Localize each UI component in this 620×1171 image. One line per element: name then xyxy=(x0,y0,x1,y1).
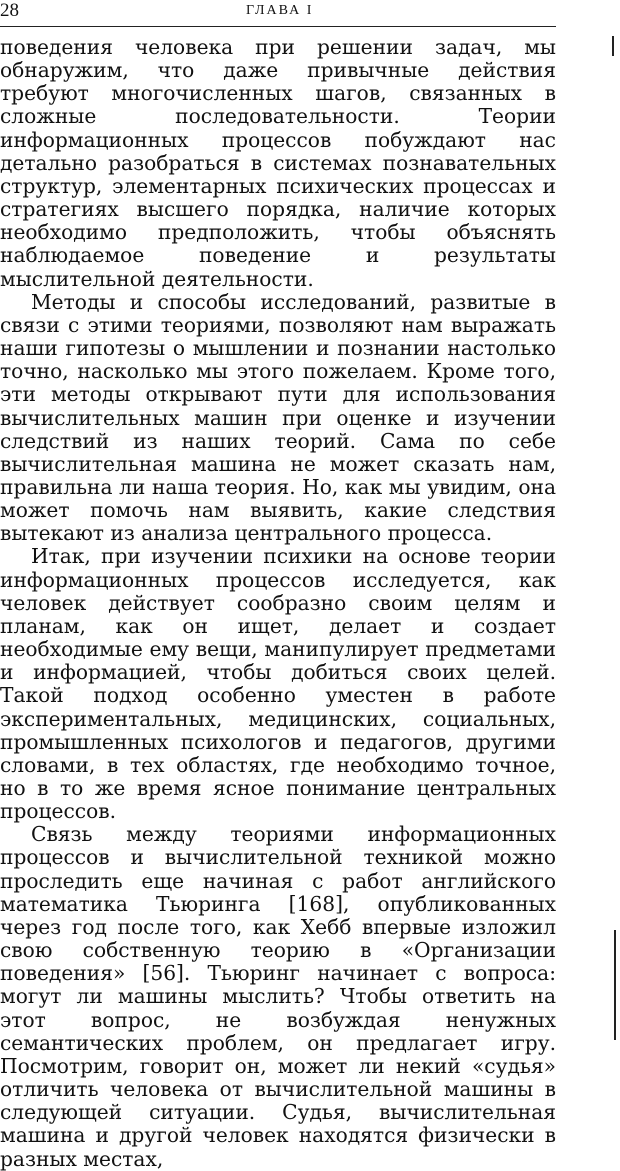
paragraph-4: Связь между теориями информационных процессов и вычислительной техникой можно проследить еще начиная с работ английского математика Тьюринга [168], опубликованных через год после того, как Хебб впервые изложил свою собственную теорию в «Организации поведения» [56]. Тьюринг начинает с вопроса: могут ли машины мыслить? Чтобы ответить на этот вопрос, не возбуждая ненужных семантических проблем, он предлагает игру. Посмотрим, говорит он, может ли некий «судья» отличить человека от вычислительной машины в следующей ситуации. Судья, вычислительная машина и другой человек находятся физически в разных местах, xyxy=(0,822,556,1171)
paragraph-1: поведения человека при решении задач, мы обнаружим, что даже привычные действия требуют многочисленных шагов, связанных в сложные последовательности. Теории информационных процессов побуждают нас детально разобраться в системах познавательных структур, элементарных психических процессах и стратегиях высшего порядка, наличие которых необходимо предположить, чтобы объяснять наблюдаемое поведение и результаты мыслительной деятельности. xyxy=(0,35,556,291)
paragraph-3: Итак, при изучении психики на основе теории информационных процессов исследуется, как человек действует сообразно своим целям и планам, как он ищет, делает и создает необходимые ему вещи, манипулирует предметами и информацией, чтобы добиться своих целей. Такой подход особенно уместен в работе экспериментальных, медицинских, социальных, промышленных психологов и педагогов, другими словами, в тех областях, где необходимо точное, но в то же время ясное понимание центральных процессов. xyxy=(0,544,556,824)
page-header xyxy=(0,0,556,22)
header-rule xyxy=(0,26,556,27)
scan-edge-mark-bottom xyxy=(614,930,616,1040)
running-head: ГЛАВА I xyxy=(246,3,314,18)
page-number: 28 xyxy=(0,0,19,21)
body-text xyxy=(0,36,556,1171)
scan-edge-mark-top xyxy=(612,36,614,56)
paragraph-2: Методы и способы исследований, развитые в связи с этими теориями, позволяют нам выражать наши гипотезы о мышлении и познании настолько точно, насколько мы этого пожелаем. Кроме того, эти методы открывают пути для использования вычислительных машин при оценке и изучении следствий из наших теорий. Сама по себе вычислительная машина не может сказать нам, правильна ли наша теория. Но, как мы увидим, она может помочь нам выявить, какие следствия вытекают из анализа центрального процесса. xyxy=(0,289,556,546)
